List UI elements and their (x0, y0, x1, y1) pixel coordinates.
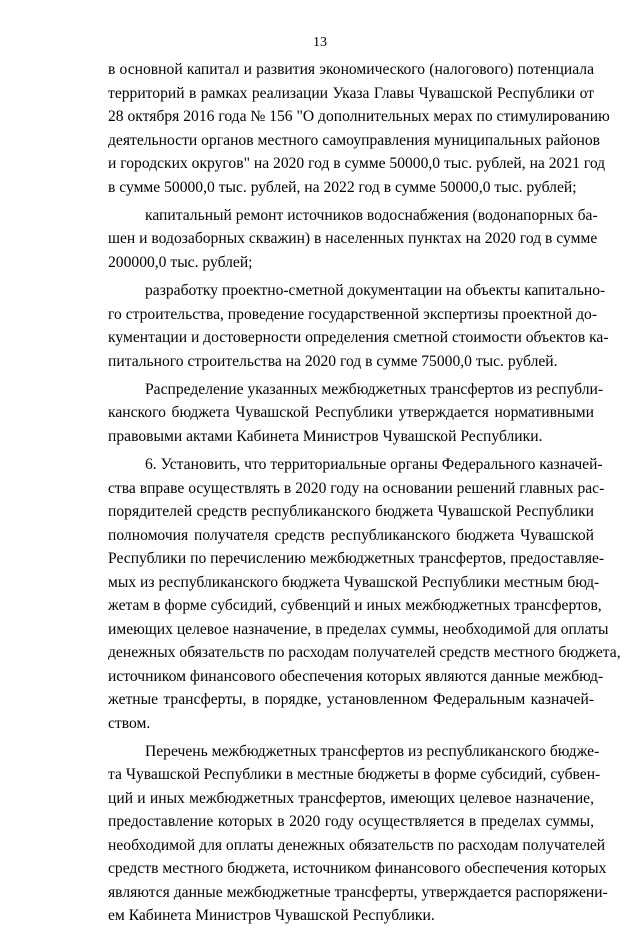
text-line: в основной капитал и развития экономического (налогового) потенциала (108, 61, 594, 78)
text-line: территорий в рамках реализации Указа Главы Чувашской Республики от (108, 84, 594, 102)
text-line: 28 октября 2016 года № 156 "О дополнительных мерах по стимулированию (108, 108, 610, 125)
text-line: ством. (108, 714, 151, 732)
text-line: порядителей средств республиканского бюджета Чувашской Республики (108, 503, 594, 521)
text-line: деятельности органов местного самоуправления муниципальных районов (108, 131, 601, 149)
text-line: Распределение указанных межбюджетных трансфертов из республи- (145, 380, 604, 398)
text-line: канского бюджета Чувашской Республики утверждается нормативными (108, 404, 594, 422)
paragraph (108, 740, 608, 928)
text-line: капитальный ремонт источников водоснабжения (водонапорных ба- (145, 206, 598, 224)
paragraph (108, 58, 610, 199)
page-number: 13 (313, 35, 327, 50)
text-line: и городских округов" на 2020 год в сумме 50000,0 тыс. рублей, на 2021 год (108, 155, 606, 172)
text-line: шен и водозаборных скважин) в населенных пунктах на 2020 год в сумме (108, 230, 598, 248)
text-line: 200000,0 тыс. рублей; (108, 253, 253, 271)
paragraph (108, 204, 598, 275)
text-line: в сумме 50000,0 тыс. рублей, на 2022 год в сумме 50000,0 тыс. рублей; (108, 178, 577, 196)
text-line: жетам в форме субсидий, субвенций и иных межбюджетных трансфертов, (108, 597, 602, 615)
text-line: питального строительства на 2020 год в сумме 75000,0 тыс. рублей. (108, 352, 558, 370)
document-body (108, 58, 621, 928)
text-line: та Чувашской Республики в местные бюджеты в форме субсидий, субвен- (108, 766, 601, 784)
text-line: Республики по перечислению межбюджетных трансфертов, предоставляе- (108, 550, 605, 568)
text-line: разработку проектно-сметной документации на объекты капитально- (145, 282, 606, 300)
text-line: Перечень межбюджетных трансфертов из республиканского бюдже- (145, 742, 600, 760)
text-line: жетные трансферты, в порядке, установленном Федеральным казначей- (108, 691, 594, 709)
text-line: ций и иных межбюджетных трансфертов, имеющих целевое назначение, (108, 789, 594, 807)
paragraph (108, 453, 621, 735)
paragraph (108, 378, 604, 449)
text-line: являются данные межбюджетные трансферты, утверждается распоряжени- (108, 883, 608, 901)
text-line: ем Кабинета Министров Чувашской Республики. (108, 907, 435, 925)
text-line: го строительства, проведение государственной экспертизы проектной до- (108, 305, 598, 323)
text-line: необходимой для оплаты денежных обязательств по расходам получателей (108, 836, 606, 854)
text-line: полномочия получателя средств республиканского бюджета Чувашской (108, 526, 594, 544)
text-line: кументации и достоверности определения сметной стоимости объектов ка- (108, 329, 609, 347)
text-line: мых из республиканского бюджета Чувашской Республики местным бюд- (108, 573, 600, 591)
text-line: денежных обязательств по расходам получателей средств местного бюджета, (108, 644, 621, 662)
text-line: имеющих целевое назначение, в пределах суммы, необходимой для оплаты (108, 620, 609, 638)
text-line: средств местного бюджета, источником финансового обеспечения которых (108, 860, 607, 878)
text-line: правовыми актами Кабинета Министров Чувашской Республики. (108, 427, 543, 445)
paragraph (108, 279, 609, 373)
text-line: 6. Установить, что территориальные органы Федерального казначей- (145, 456, 603, 474)
text-line: предоставление которых в 2020 году осуществляется в пределах суммы, (108, 813, 594, 831)
text-line: источником финансового обеспечения которых являются данные межбюд- (108, 667, 604, 685)
text-line: ства вправе осуществлять в 2020 году на основании решений главных рас- (108, 479, 605, 497)
